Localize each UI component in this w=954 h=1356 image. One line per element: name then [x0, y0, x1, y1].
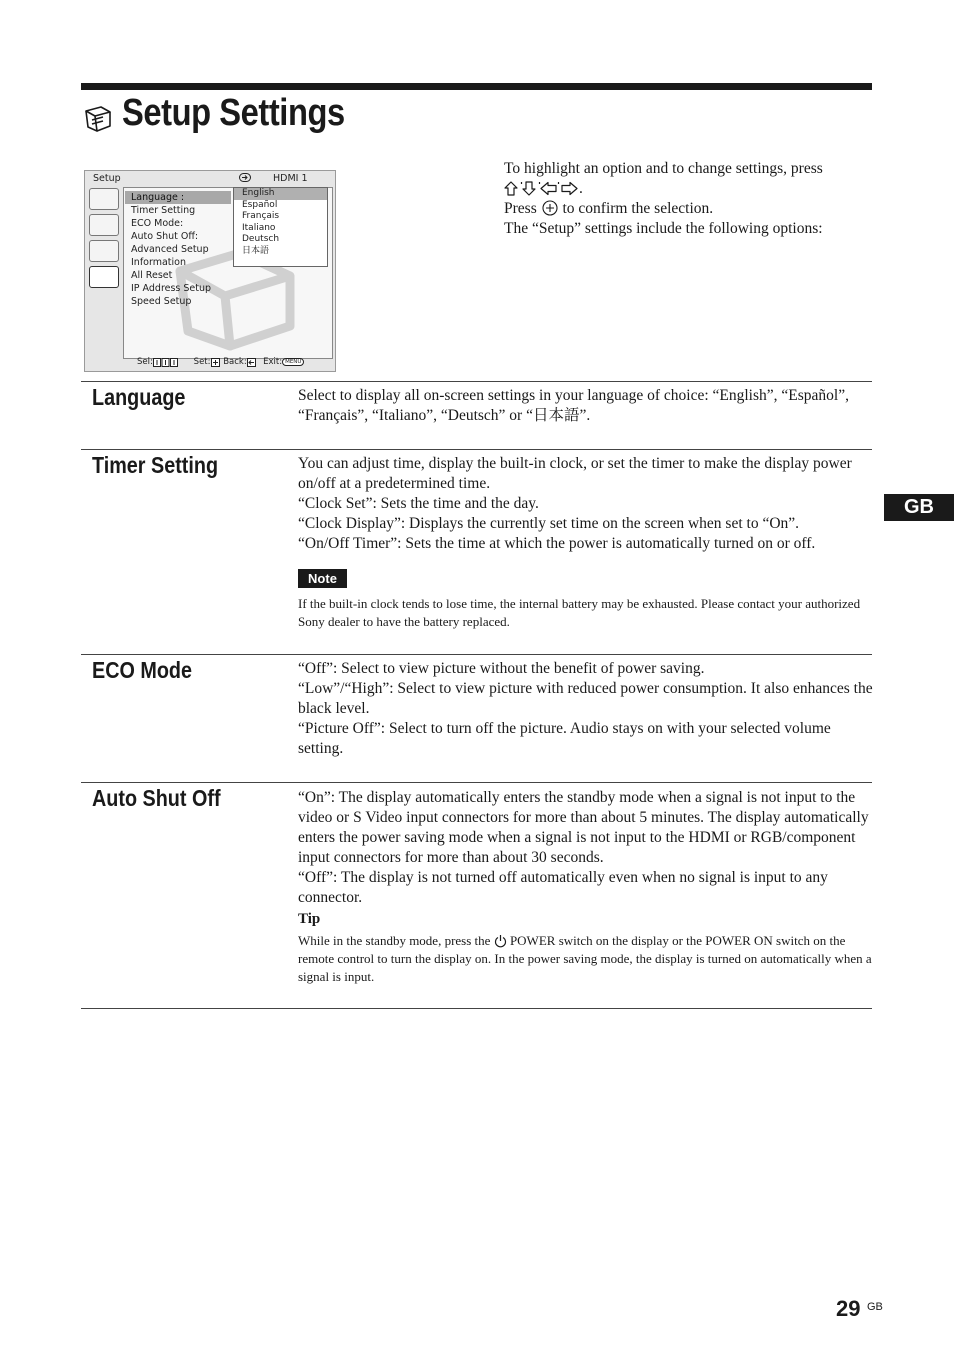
page-number-suffix: GB: [867, 1301, 883, 1313]
setup-toolbox-icon: [83, 103, 113, 133]
setup-menu-screenshot: [84, 170, 336, 372]
intro-line-3: [504, 199, 874, 219]
intro-line-4: The “Setup” settings include the following options:: [504, 220, 823, 237]
osd-header-title: Setup: [93, 173, 121, 184]
eco-heading: ECO Mode: [92, 657, 193, 683]
note-badge: Note: [298, 569, 347, 588]
sound-icon: [89, 214, 119, 236]
language-option[interactable]: English: [234, 188, 327, 200]
timer-p1: You can adjust time, display the built-in clock, or set the timer to make the display power on/off at a predetermined time.: [298, 455, 852, 492]
language-option[interactable]: Italiano: [242, 222, 276, 233]
tip-heading: Tip: [298, 911, 321, 927]
footer-back-label: Back:: [223, 357, 247, 367]
osd-menu-item[interactable]: Information: [131, 257, 186, 268]
language-side-tab: GB: [884, 494, 954, 521]
title-rule: [81, 83, 872, 90]
auto-p2: “Off”: The display is not turned off automatically even when no signal is input to any connector.: [298, 869, 828, 906]
language-option[interactable]: 日本語: [242, 245, 270, 256]
auto-body: [298, 788, 876, 908]
section-divider: [81, 449, 872, 450]
language-option[interactable]: Español: [242, 199, 278, 210]
enter-key-icon: [211, 358, 220, 367]
auto-heading: Auto Shut Off: [92, 785, 221, 811]
section-divider: [81, 654, 872, 655]
power-icon: [494, 934, 507, 948]
picture-icon: [89, 188, 119, 210]
timer-body: [298, 454, 876, 554]
screen-icon: [89, 240, 119, 262]
timer-p3: “Clock Display”: Displays the currently set time on the screen when set to “On”.: [298, 515, 800, 532]
footer-set-label: Set:: [193, 357, 211, 367]
osd-menu-item[interactable]: All Reset: [131, 270, 173, 281]
osd-footer: [137, 357, 304, 367]
timer-p4: “On/Off Timer”: Sets the time at which the power is automatically turned on or off.: [298, 535, 816, 552]
eco-body: [298, 659, 876, 759]
arrow-buttons-icon: [504, 181, 579, 196]
timer-p2: “Clock Set”: Sets the time and the day.: [298, 495, 539, 512]
auto-tip: [298, 932, 876, 986]
osd-menu-item[interactable]: Timer Setting: [131, 205, 196, 216]
footer-exit-label: Exit:: [263, 357, 283, 367]
tip-prefix: While in the standby mode, press the: [298, 933, 491, 948]
osd-header-input: HDMI 1: [273, 173, 308, 184]
timer-heading: Timer Setting: [92, 452, 219, 478]
language-option[interactable]: Deutsch: [242, 234, 280, 244]
language-text: Select to display all on-screen settings in your language of choice: “English”, “Español”, “Français”, “Italiano”, “Deutsch” or “日本語”.: [298, 387, 849, 424]
section-divider: [81, 782, 872, 783]
osd-menu-list: [125, 191, 231, 308]
enter-button-icon: [541, 200, 559, 216]
osd-menu-item[interactable]: ECO Mode:: [131, 218, 184, 229]
auto-tip-text: [298, 932, 876, 986]
eco-p1: “Off”: Select to view picture without the benefit of power saving.: [298, 660, 705, 677]
footer-sel-label: Sel:: [137, 357, 153, 367]
auto-p1: “On”: The display automatically enters the standby mode when a signal is not input to the video or S Video input connectors for more than about 5 minutes. The display automatically enters the power saving mode when a signal is not input to the HDMI or RGB/component input connectors for more than about 30 seconds.: [298, 789, 869, 866]
setup-icon: [89, 266, 119, 288]
osd-menu-item[interactable]: Language :: [125, 191, 231, 204]
language-body: [298, 386, 876, 426]
language-submenu: [233, 187, 328, 267]
osd-menu-item[interactable]: Auto Shut Off:: [131, 231, 199, 242]
arrow-keys-icon: [153, 358, 179, 367]
intro-line-3-prefix: Press: [504, 200, 537, 217]
page-number: 29: [836, 1296, 861, 1321]
tip-suffix: POWER switch on the display or the POWER ON switch on the remote control to turn the display on. In the power saving mode, the display is turned on automatically when a signal is input.: [298, 933, 872, 984]
menu-key-icon: MENU: [282, 358, 304, 366]
osd-icon-column: [89, 188, 121, 292]
osd-header: [85, 171, 335, 185]
back-key-icon: [247, 358, 256, 367]
section-divider: [81, 381, 872, 382]
intro-line-2: [504, 179, 874, 199]
input-icon: [239, 173, 251, 182]
intro-line-2-suffix: .: [579, 180, 583, 197]
eco-p2: “Low”/“High”: Select to view picture with reduced power consumption. It also enhances the black level.: [298, 680, 873, 717]
intro-line-1: To highlight an option and to change settings, press: [504, 160, 823, 177]
intro-text: [504, 159, 874, 239]
eco-p3: “Picture Off”: Select to turn off the picture. Audio stays on with your selected volume setting.: [298, 720, 831, 757]
osd-menu-item[interactable]: Speed Setup: [131, 296, 192, 307]
timer-note-text: If the built-in clock tends to lose time, the internal battery may be exhausted. Please contact your authorized Sony dealer to have the battery replaced.: [298, 596, 861, 629]
language-heading: Language: [92, 384, 186, 410]
language-option[interactable]: Français: [242, 211, 280, 221]
osd-menu-item[interactable]: Advanced Setup: [131, 244, 209, 255]
osd-menu-item[interactable]: IP Address Setup: [131, 283, 212, 294]
section-divider: [81, 1008, 872, 1009]
page-title: Setup Settings: [122, 92, 345, 134]
timer-note: [298, 595, 876, 631]
intro-line-3-suffix: to confirm the selection.: [562, 200, 714, 217]
